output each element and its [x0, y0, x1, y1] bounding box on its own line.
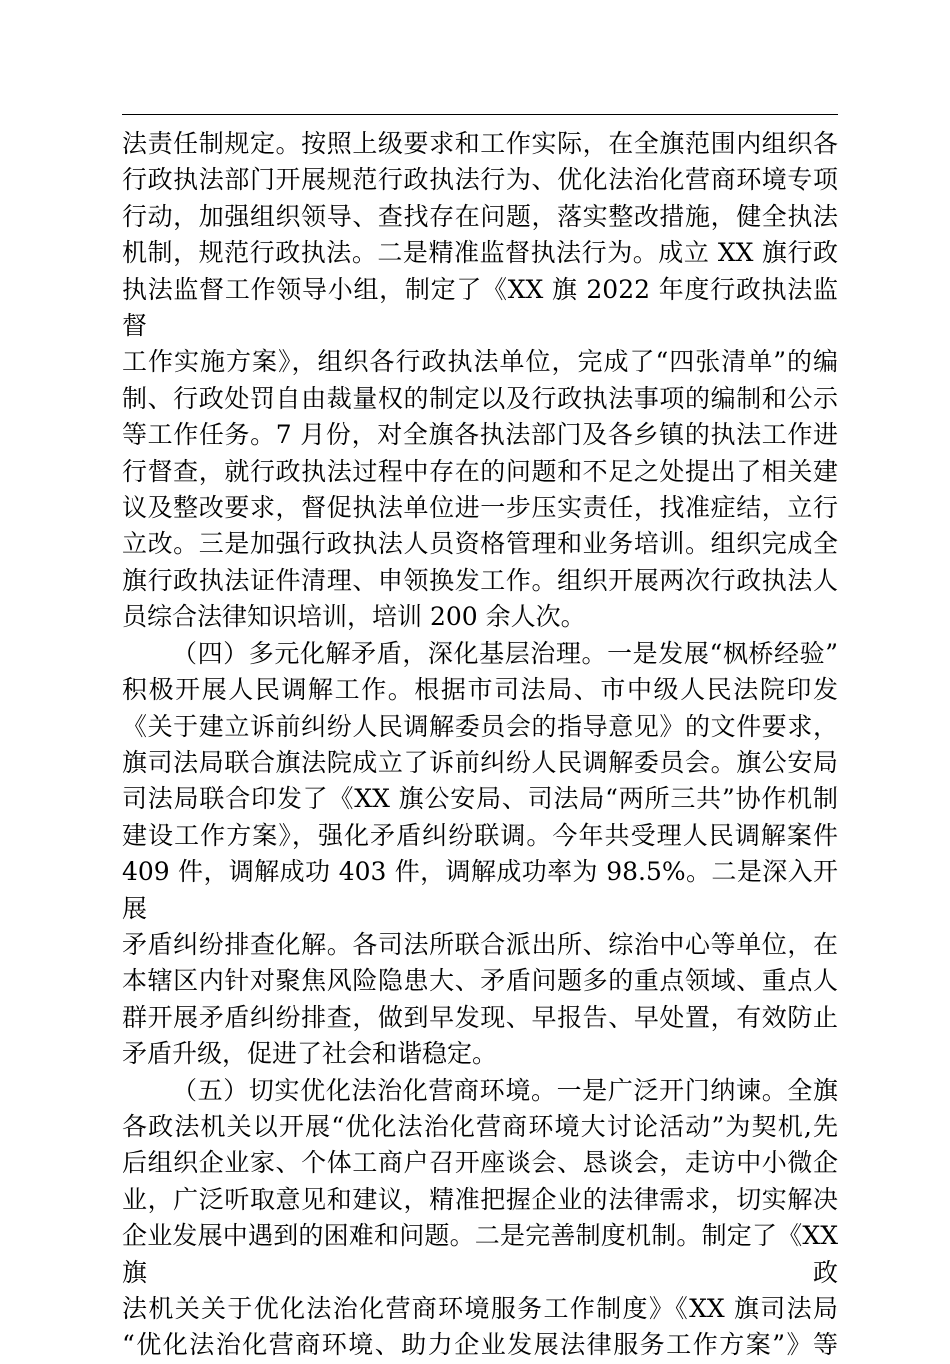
text-line: 旗行政执法证件清理、申领换发工作。组织开展两次行政执法人	[122, 565, 838, 595]
text-line: 《关于建立诉前纠纷人民调解委员会的指导意见》的文件要求，	[122, 711, 838, 741]
text-line: 后组织企业家、个体工商户召开座谈会、恳谈会，走访中小微企	[122, 1148, 838, 1178]
text-line: 409 件，调解成功 403 件，调解成功率为 98.5%。二是深入开展	[122, 857, 838, 923]
text-line: 机制，规范行政执法。二是精准监督执法行为。成立 XX 旗行政	[122, 238, 838, 268]
text-line: 员综合法律知识培训，培训 200 余人次。	[122, 602, 586, 632]
text-line: 本辖区内针对聚焦风险隐患大、矛盾问题多的重点领域、重点人	[122, 966, 838, 996]
text-line: 矛盾升级，促进了社会和谐稳定。	[122, 1039, 498, 1069]
text-line: 等工作任务。7 月份，对全旗各执法部门及各乡镇的执法工作进	[122, 420, 838, 450]
text-line: 矛盾纠纷排查化解。各司法所联合派出所、综治中心等单位，在	[122, 929, 838, 959]
section-heading-four: （四）多元化解矛盾，深化基层治理。一是发展“枫桥经验”	[172, 638, 838, 668]
text-line: 法责任制规定。按照上级要求和工作实际，在全旗范围内组织各	[122, 129, 838, 158]
text-line: 各政法机关以开展“优化法治化营商环境大讨论活动”为契机,先	[122, 1111, 838, 1141]
text-line: 制、行政处罚自由裁量权的制定以及行政执法事项的编制和公示	[122, 383, 838, 413]
text-line: 立改。三是加强行政执法人员资格管理和业务培训。组织完成全	[122, 529, 838, 559]
text-line: 工作实施方案》，组织各行政执法单位，完成了“四张清单”的编	[122, 347, 838, 377]
header-rule	[122, 114, 838, 115]
text-line: 法机关关于优化法治化营商环境服务工作制度》《XX 旗司法局	[122, 1294, 838, 1323]
text-line: 企业发展中遇到的困难和问题。二是完善制度机制。制定了《XX 旗政	[122, 1221, 838, 1287]
text-line: 司法局联合印发了《XX 旗公安局、司法局“两所三共”协作机制	[122, 784, 838, 814]
section-heading-five: （五）切实优化法治化营商环境。一是广泛开门纳谏。全旗	[172, 1075, 838, 1105]
text-line: 积极开展人民调解工作。根据市司法局、市中级人民法院印发	[122, 675, 838, 705]
text-line: 行动，加强组织领导、查找存在问题，落实整改措施，健全执法	[122, 201, 838, 231]
document-body	[122, 126, 838, 1364]
text-line: 执法监督工作领导小组，制定了《XX 旗 2022 年度行政执法监督	[122, 274, 838, 341]
text-line: 建设工作方案》，强化矛盾纠纷联调。今年共受理人民调解案件	[122, 820, 838, 850]
text-line: 行政执法部门开展规范行政执法行为、优化法治化营商环境专项	[122, 165, 838, 195]
text-line: 业，广泛听取意见和建议，精准把握企业的法律需求，切实解决	[122, 1184, 838, 1214]
text-line: 旗司法局联合旗法院成立了诉前纠纷人民调解委员会。旗公安局	[122, 747, 838, 777]
text-line: 行督查，就行政执法过程中存在的问题和不足之处提出了相关建	[122, 456, 838, 486]
text-line: “优化法治化营商环境、助力企业发展法律服务工作方案”》等	[122, 1330, 838, 1360]
text-line: 群开展矛盾纠纷排查，做到早发现、早报告、早处置，有效防止	[122, 1002, 838, 1032]
text-line: 议及整改要求，督促执法单位进一步压实责任，找准症结，立行	[122, 493, 838, 523]
